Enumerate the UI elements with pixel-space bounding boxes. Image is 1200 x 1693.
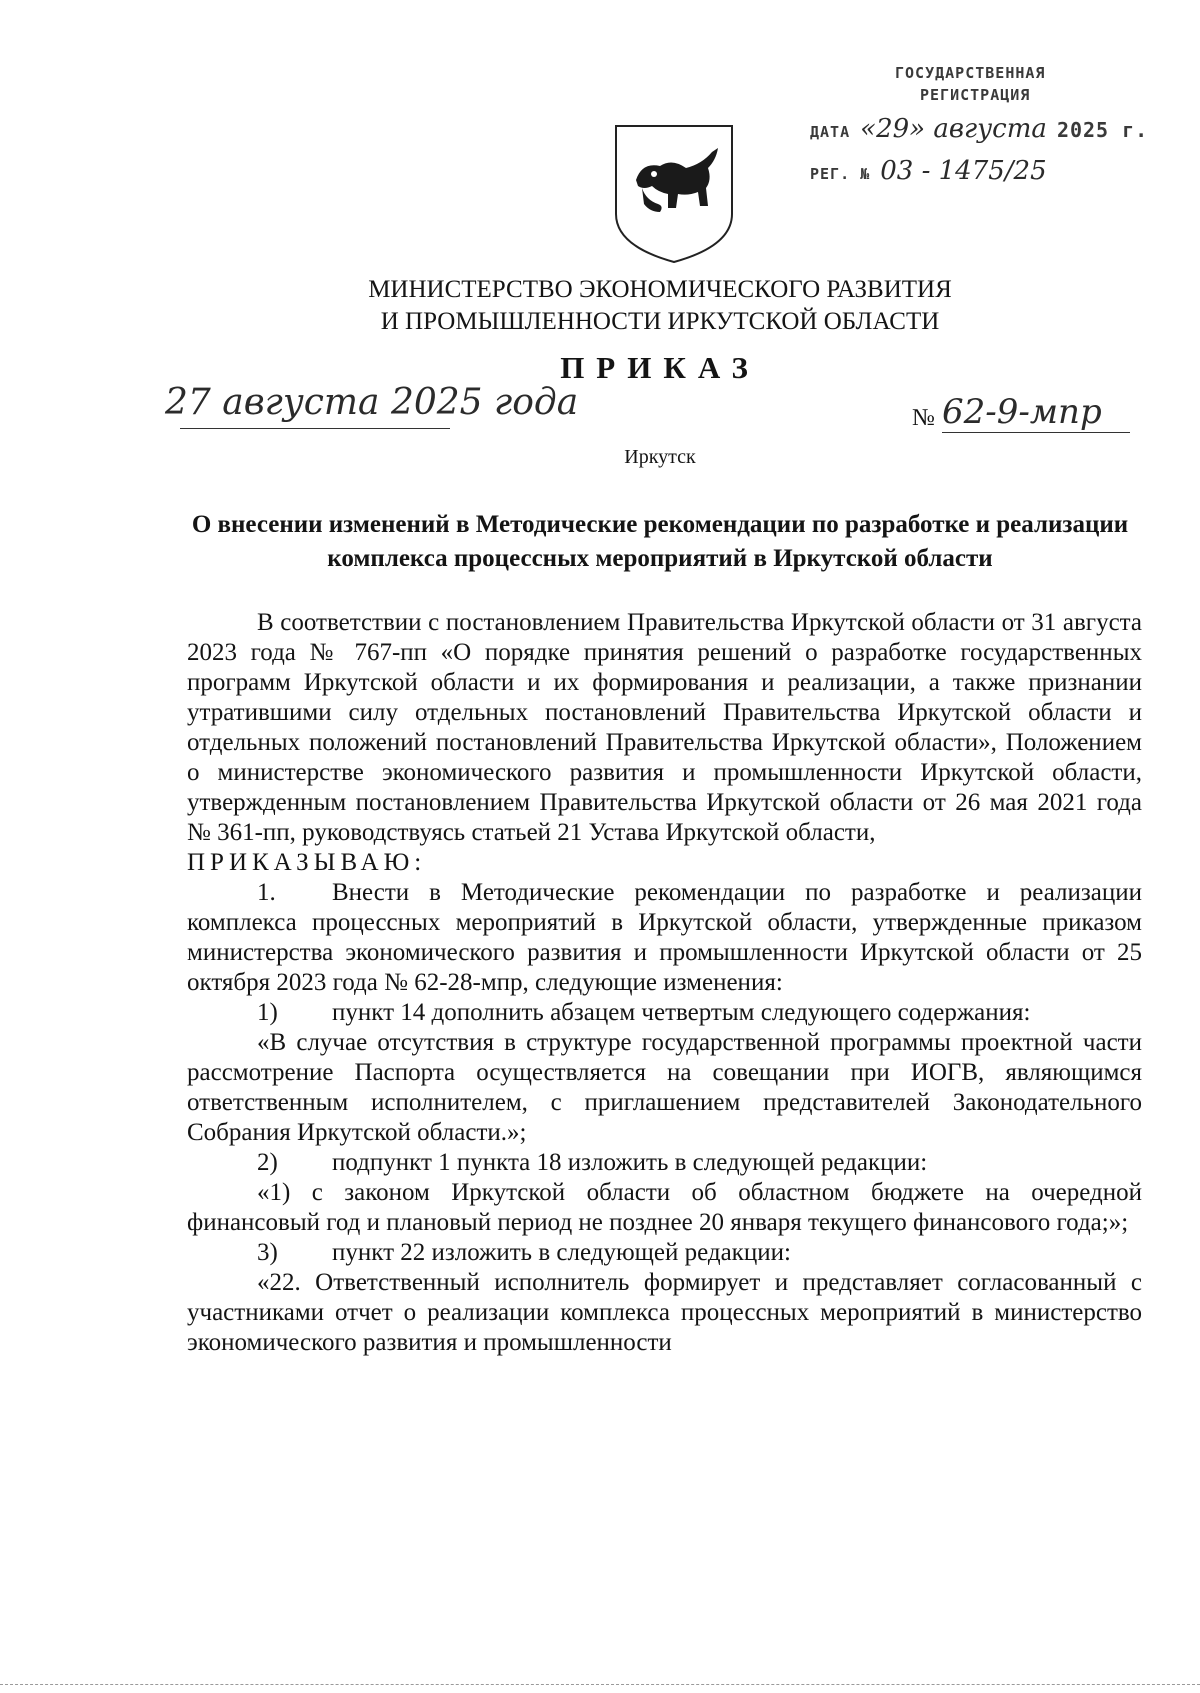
item-1-number: 1. [257, 879, 276, 906]
subitem-1-number: 1) [257, 999, 278, 1026]
ministry-name-line-1: МИНИСТЕРСТВО ЭКОНОМИЧЕСКОГО РАЗВИТИЯ [368, 276, 952, 303]
order-word: ПРИКАЗЫВАЮ: [187, 849, 427, 876]
stamp-reg-row [810, 156, 1047, 186]
document-type: ПРИКАЗ [560, 350, 760, 385]
number-underline [942, 432, 1130, 433]
item-1-text: Внести в Методические рекомендации по разработке и реализации комплекса процессных мероприятий в Иркутской области, утвержденные приказом министерства экономического развития и промышленности Иркутской области от 25 октября 2023 года № 62-28-мпр, следующие изменения: [187, 879, 1142, 996]
stamp-subtitle: РЕГИСТРАЦИЯ [920, 86, 1031, 104]
item-1 [187, 878, 1142, 998]
subitem-1 [187, 998, 1142, 1028]
ministry-name-line-2: И ПРОМЫШЛЕННОСТИ ИРКУТСКОЙ ОБЛАСТИ [380, 308, 940, 335]
stamp-date-year: 2025 г. [1056, 118, 1149, 142]
order-date: 27 августа 2025 года [165, 382, 579, 423]
document-title: О внесении изменений в Методические рекомендации по разработке и реализации комплекса процессных мероприятий в Иркутской области [191, 511, 1129, 572]
intro-paragraph: В соответствии с постановлением Правительства Иркутской области от 31 августа 2023 года № 767-пп «О порядке принятия решений о разработке государственных программ Иркутской области и их формирования и реализации, а также признании утратившими силу отдельных постановлений Правительства Иркутской области и отдельных положений постановлений Правительства Иркутской области», Положением о министерстве экономического развития и промышленности Иркутской области, утвержденным постановлением Правительства Иркутской области от 26 мая 2021 года № 361-пп, руководствуясь статьей 21 Устава Иркутской области, [187, 609, 1142, 846]
subitem-3-text: пункт 22 изложить в следующей редакции: [332, 1239, 791, 1266]
city: Иркутск [624, 446, 696, 468]
number-sign: № [912, 405, 935, 431]
subitem-3-number: 3) [257, 1239, 278, 1266]
document-body [187, 608, 1142, 1358]
subitem-2-number: 2) [257, 1149, 278, 1176]
stamp-reg-value: 03 - 1475/25 [880, 156, 1047, 186]
stamp-reg-label: РЕГ. № [810, 165, 871, 183]
subitem-1-text: пункт 14 дополнить абзацем четвертым следующего содержания: [332, 999, 1031, 1026]
subitem-2 [187, 1148, 1142, 1178]
subitem-3 [187, 1238, 1142, 1268]
date-underline [180, 428, 450, 429]
order-number: 62-9-мпр [942, 392, 1102, 432]
stamp-date-label: ДАТА [810, 123, 851, 141]
subitem-2-text: подпункт 1 пункта 18 изложить в следующей редакции: [332, 1149, 928, 1176]
quote-2: «1) с законом Иркутской области об областном бюджете на очередной финансовый год и плановый период не позднее 20 января текущего финансового года;»; [187, 1179, 1142, 1236]
quote-3: «22. Ответственный исполнитель формирует и представляет согласованный с участниками отчет о реализации комплекса процессных мероприятий в министерство экономического развития и промышленности [187, 1269, 1142, 1356]
stamp-date-row [810, 114, 1148, 144]
page-bottom-edge [0, 1684, 1200, 1685]
irkutsk-coat-of-arms-icon [612, 122, 736, 266]
quote-1: «В случае отсутствия в структуре государственной программы проектной части рассмотрение Паспорта осуществляется на совещании при ИОГВ, являющимся ответственным исполнителем, с приглашением представителей Законодательного Собрания Иркутской области.»; [187, 1029, 1142, 1146]
stamp-date-value: «29» августа [860, 114, 1047, 144]
stamp-title: ГОСУДАРСТВЕННАЯ [895, 64, 1046, 82]
